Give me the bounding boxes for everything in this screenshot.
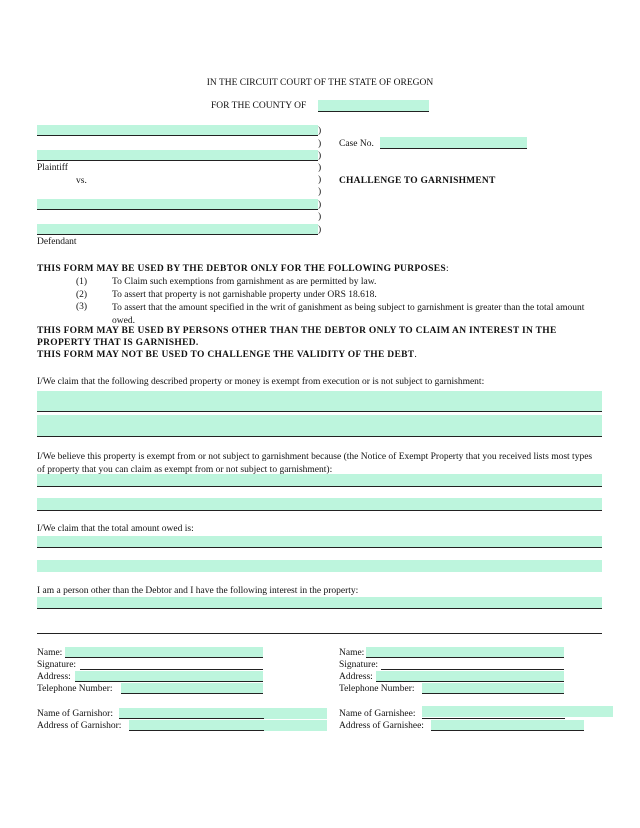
exempt-property-field-1[interactable] — [37, 391, 602, 412]
left-signature-field[interactable] — [80, 669, 263, 670]
garnishee-address-label: Address of Garnishee: — [339, 721, 424, 731]
right-address-label: Address: — [339, 672, 373, 682]
plaintiff-field-2[interactable] — [37, 150, 318, 161]
right-name-field[interactable] — [366, 647, 564, 658]
caption-paren: ) — [318, 126, 322, 136]
defendant-field-1[interactable] — [37, 199, 318, 210]
interest-field-1[interactable] — [37, 597, 602, 609]
other-person-label: I am a person other than the Debtor and I have the following interest in the property: — [37, 586, 359, 596]
purposes-heading: THIS FORM MAY BE USED BY THE DEBTOR ONLY FOR THE FOLLOWING PURPOSES: — [37, 264, 449, 274]
left-address-label: Address: — [37, 672, 71, 682]
caption-paren: ) — [318, 225, 322, 235]
plaintiff-field-1[interactable] — [37, 125, 318, 136]
right-phone-label: Telephone Number: — [339, 684, 415, 694]
left-signature-label: Signature: — [37, 660, 77, 670]
caption-paren: ) — [318, 200, 322, 210]
garnishor-name-label: Name of Garnishor: — [37, 709, 113, 719]
left-address-field[interactable] — [75, 671, 263, 682]
exempt-reason-field-2[interactable] — [37, 498, 602, 511]
purpose-text: To Claim such exemptions from garnishment as are permitted by law. — [112, 277, 377, 287]
exempt-reason-field-1[interactable] — [37, 474, 602, 487]
garnishee-name-label: Name of Garnishee: — [339, 709, 416, 719]
believe-exempt-label: I/We believe this property is exempt from or not subject to garnishment because (the Notice of Exempt Property that you received lists most types of property that you can claim as exempt from or not subject to garnishment): — [37, 452, 593, 475]
garnishor-address-label: Address of Garnishor: — [37, 721, 122, 731]
caption-paren: ) — [318, 139, 322, 149]
left-phone-label: Telephone Number: — [37, 684, 113, 694]
vs-label: vs. — [76, 176, 87, 186]
garnishor-address-field-extension[interactable] — [264, 720, 327, 731]
garnishee-name-underline — [422, 718, 565, 719]
left-name-field[interactable] — [65, 647, 263, 658]
right-phone-field[interactable] — [422, 683, 564, 694]
purpose-num: (3) — [76, 302, 88, 312]
right-signature-field[interactable] — [381, 669, 564, 670]
plaintiff-label: Plaintiff — [37, 163, 68, 173]
claim-exempt-label: I/We claim that the following described property or money is exempt from execution or is not subject to garnishment: — [37, 377, 485, 387]
court-title: IN THE CIRCUIT COURT OF THE STATE OF OREGON — [206, 78, 434, 88]
case-no-label: Case No. — [339, 139, 374, 149]
caption-paren: ) — [318, 212, 322, 222]
interest-field-2[interactable] — [37, 633, 602, 634]
others-notice-1: THIS FORM MAY BE USED BY PERSONS OTHER THAN THE DEBTOR ONLY TO CLAIM AN INTEREST IN THE — [37, 326, 557, 336]
left-phone-field[interactable] — [121, 683, 263, 694]
purpose-num: (1) — [76, 277, 88, 287]
purpose-num: (2) — [76, 290, 88, 300]
right-signature-label: Signature: — [339, 660, 379, 670]
others-notice-2: PROPERTY THAT IS GARNISHED. — [37, 338, 199, 348]
total-owed-field-2[interactable] — [37, 560, 602, 572]
case-no-field[interactable] — [380, 137, 527, 149]
garnishor-address-field[interactable] — [129, 720, 264, 731]
caption-paren: ) — [318, 175, 322, 185]
purpose-text: To assert that property is not garnishable property under ORS 18.618. — [112, 290, 377, 300]
county-label: FOR THE COUNTY OF — [211, 101, 307, 111]
purpose-text: To assert that the amount specified in the writ of ganishment as being subject to garnishment is greater than the total amount owed. — [112, 303, 585, 326]
left-name-label: Name: — [37, 648, 63, 658]
exempt-property-field-2[interactable] — [37, 415, 602, 437]
total-owed-label: I/We claim that the total amount owed is: — [37, 524, 194, 534]
county-field[interactable] — [318, 100, 429, 112]
right-name-label: Name: — [339, 648, 365, 658]
not-debt-notice: THIS FORM MAY NOT BE USED TO CHALLENGE THE VALIDITY OF THE DEBT. — [37, 350, 418, 360]
garnishee-address-field[interactable] — [431, 720, 584, 731]
caption-paren: ) — [318, 163, 322, 173]
right-address-field[interactable] — [376, 671, 564, 682]
garnishor-name-field[interactable] — [119, 708, 264, 719]
form-title: CHALLENGE TO GARNISHMENT — [339, 176, 496, 186]
total-owed-field-1[interactable] — [37, 536, 602, 548]
garnishor-name-field-extension[interactable] — [264, 708, 327, 719]
garnishee-name-field[interactable] — [422, 706, 613, 717]
caption-paren: ) — [318, 187, 322, 197]
defendant-field-2[interactable] — [37, 224, 318, 235]
defendant-label: Defendant — [37, 237, 77, 247]
caption-paren: ) — [318, 151, 322, 161]
